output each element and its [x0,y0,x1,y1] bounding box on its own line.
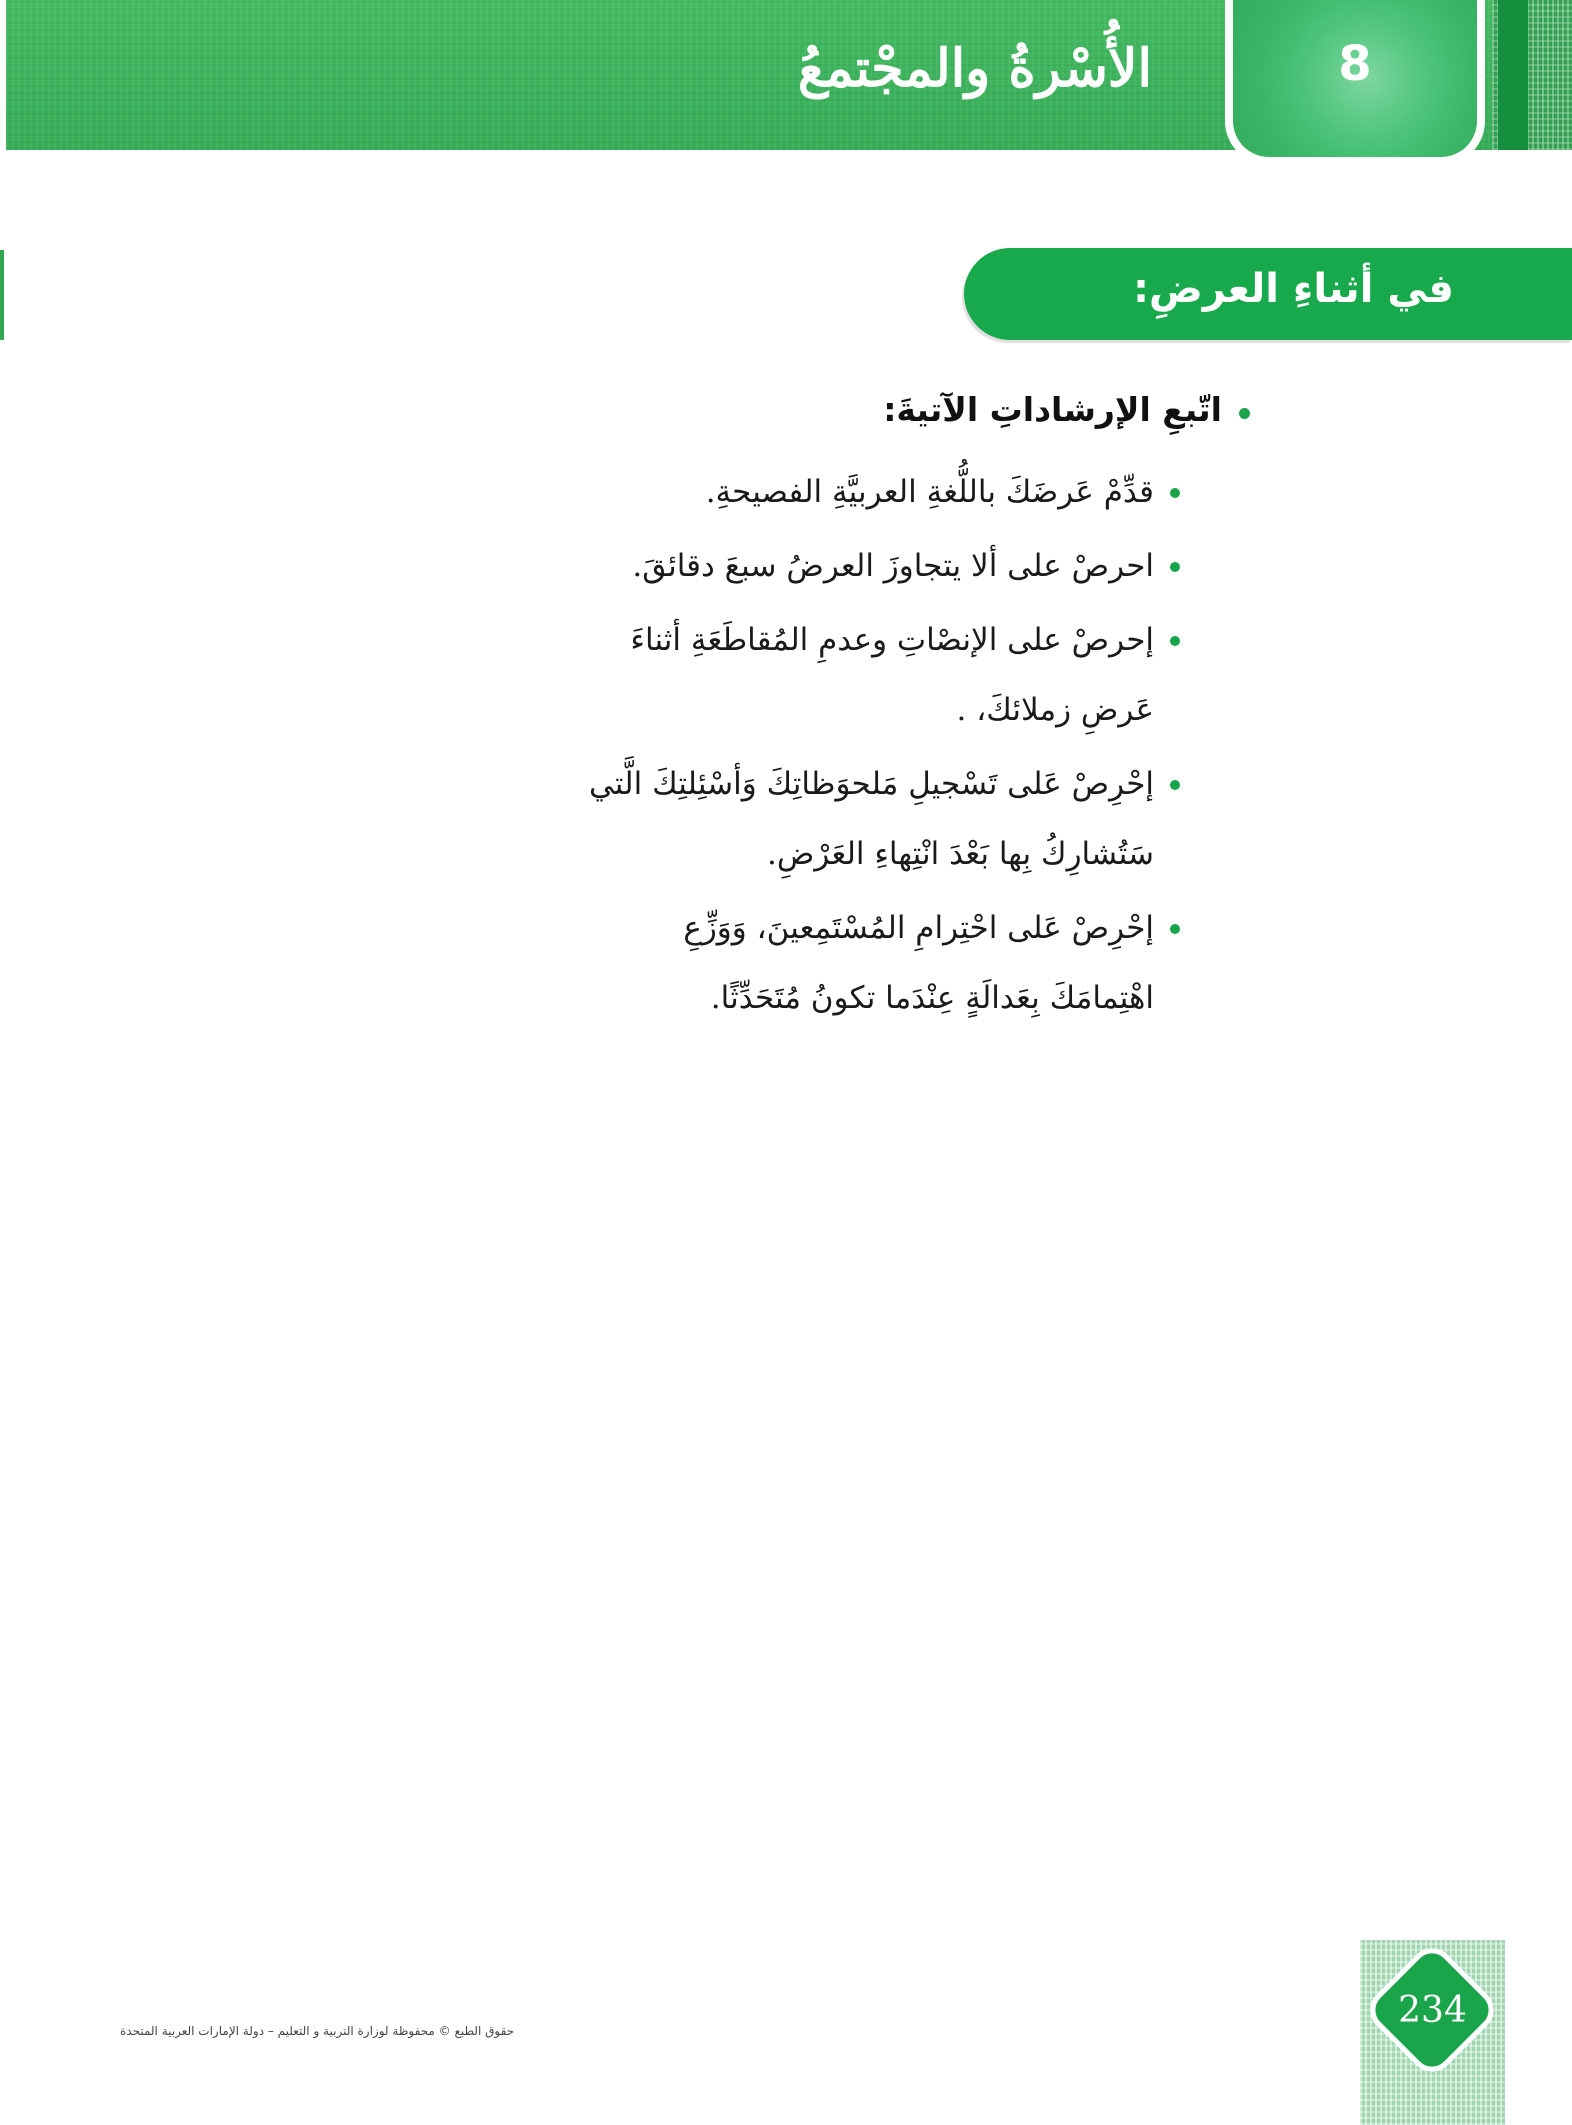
chapter-tab [1225,0,1485,165]
chapter-number: 8 [1338,36,1372,92]
list-item-text: احرصْ على ألا يتجاوزَ العرضُ سبعَ دقائقَ. [632,548,1154,584]
chapter-title: الأُسْرةُ والمجْتمعُ [797,38,1152,99]
list-item [350,457,1180,527]
list-item-text: قدِّمْ عَرضَكَ باللُّغةِ العربيَّةِ الفصيحةِ. [705,474,1154,510]
page-number: 234 [1398,1990,1467,2031]
bullet-icon [1170,562,1180,572]
header-strip [1498,0,1528,150]
intro-text: اتّبعِ الإرشاداتِ الآتيةَ: [883,390,1222,429]
list-item [350,531,1180,601]
section-heading [964,248,1572,340]
instructions [350,390,1250,1037]
list-item [574,605,1180,745]
instructions-intro [350,390,1250,429]
copyright-notice: حقوق الطبع © محفوظة لوزارة التربية و التعليم – دولة الإمارات العربية المتحدة [120,2024,515,2038]
bullet-icon [1170,636,1180,646]
list-item-text: إحرصْ على الإنصْاتِ وعدمِ المُقاطَعَةِ أثناءَ عَرضِ زملائكَ، . [630,622,1154,728]
bullet-icon [1170,924,1180,934]
list-item [574,893,1180,1033]
left-edge-mark [0,250,4,340]
list-item-text: إحْرِصْ عَلى تَسْجيلِ مَلحوَظاتِكَ وَأسْئِلتِكَ الَّتي سَتُشارِكُ بِها بَعْدَ انْتِهاءِ العَرْضِ. [588,766,1154,872]
list-item [574,749,1180,889]
instructions-list [350,457,1250,1033]
section-title: في أثناءِ العرضِ: [1132,266,1454,312]
bullet-icon [1170,488,1180,498]
bullet-icon [1239,408,1250,419]
list-item-text: إحْرِصْ عَلى احْتِرامِ المُسْتَمِعينَ، وَوَزِّعِ اهْتِمامَكَ بِعَدالَةٍ عِنْدَما تكونُ مُتَحَدِّثًا. [683,910,1154,1016]
bullet-icon [1170,780,1180,790]
